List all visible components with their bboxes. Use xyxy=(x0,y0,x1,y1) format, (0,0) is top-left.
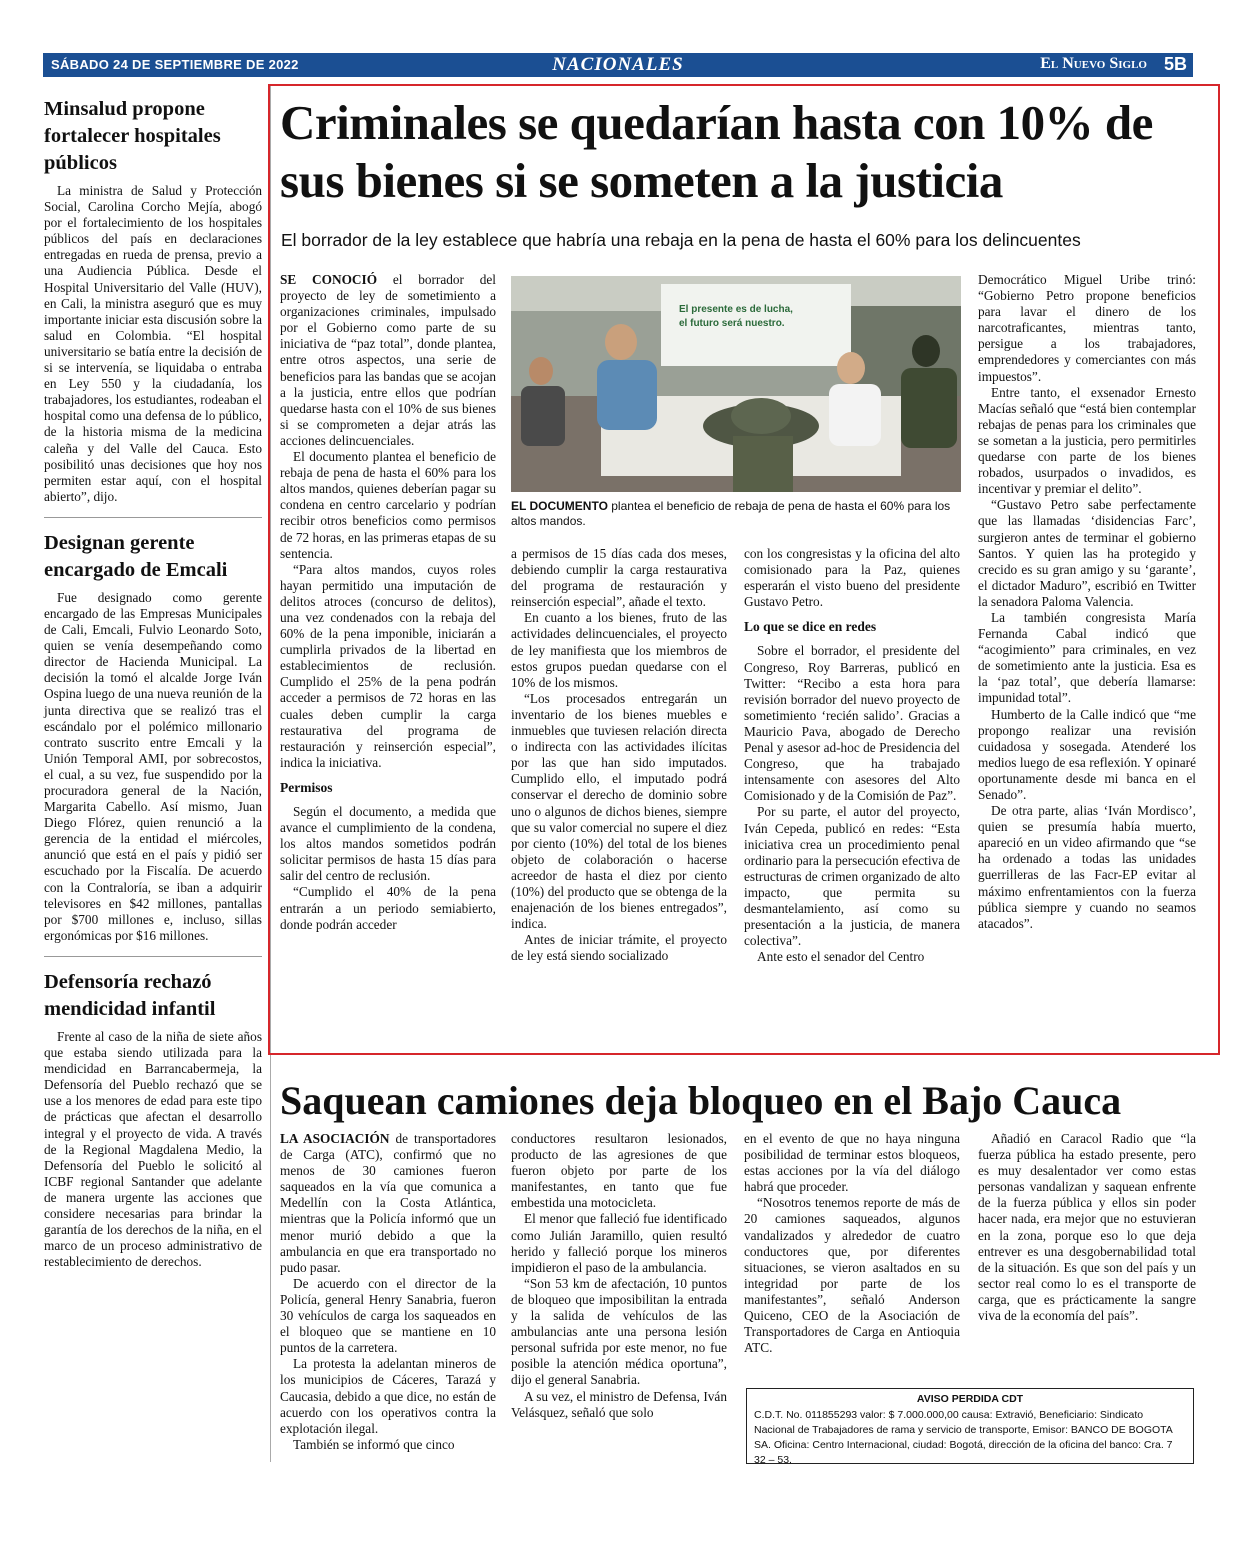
article-paragraph: conductores resultaron lesionados, producto de las agresiones de que fueron objeto por parte de los manifestantes, en tanto que fue embestida una motocicleta. xyxy=(511,1131,727,1211)
article-paragraph: “Los procesados entregarán un inventario de los bienes muebles e inmuebles que tuviesen relación directa o indirecta con las actividades ilícitas por las que han sido imputados. Cumplido ello, el imputado podrá conservar el derecho de dominio sobre uno o algunos de dichos bienes, siempre que su valor comercial no supere el diez por ciento (10%) del total de los bienes objeto de colaboración o hacerse acreedor de hasta el diez por ciento (10%) del producto que se obtenga de la enajenación de los bienes entregados”, indica. xyxy=(511,690,727,932)
newspaper-name: El Nuevo Siglo xyxy=(1040,55,1147,72)
article-paragraph: Por su parte, el autor del proyecto, Iván Cepeda, publicó en redes: “Esta iniciativa crea un procedimiento penal ordinario para la persecución efectiva de estructuras de crimen organizado de alto impacto, que permita su desmantelamiento, así como su presentación a la justicia, de manera colectiva”. xyxy=(744,804,960,949)
article-paragraph: a permisos de 15 días cada dos meses, debiendo cumplir la carga restaurativa del programa de restauración y reinserción especial”, añade el texto. xyxy=(511,546,727,610)
brief-body: La ministra de Salud y Protección Social, Carolina Corcho Mejía, abogó por el fortalecimiento de los hospitales públicos del país en declaraciones entregadas en rueda de prensa, previo a una Audiencia Pública. Desde el Hospital Universitario del Valle (HUV), en Cali, la ministra aseguró que es muy importante iniciar esta discusión sobre la salud en Colombia. “El hospital universitario se batía entre la decisión de si se intervenía, se liquidaba o entraba en Ley 550 y la ciudadanía, los trabajadores, los estudiantes, rodeaban el hospital como una defensa de lo público, de la historia misma de la medicina caleña y del Valle del Cauca. Esto posibilitó unas decisiones que hoy nos permiten estar aquí, con el hospital abierto”, dijo. xyxy=(44,183,262,504)
notice-title: AVISO PERDIDA CDT xyxy=(916,1393,1024,1405)
article-paragraph: el borrador del proyecto de ley de sometimiento a organizaciones criminales, impulsado por el Gobierno como parte de su iniciativa de “paz total”, donde plantea, entre otros aspectos, una serie de beneficios para las bandas que se acojan a la justicia, entre ellos que podrían quedarse hasta con el 10% de sus bienes si se comprometen a dejar atrás las acciones delincuenciales. xyxy=(280,272,496,448)
brief-defensoria xyxy=(44,969,262,1282)
lead-caps: LA ASOCIACIÓN xyxy=(280,1131,390,1146)
page-number: 5B xyxy=(1163,54,1187,74)
article-paragraph: Sobre el borrador, el presidente del Congreso, Roy Barreras, publicó en Twitter: “Recibo a esta hora para revisión borrador del nuevo proyecto de sometimiento ‘recién salido’. Gracias a Mauricio Pava, abogado de Derecho Penal y asesor ad-hoc de Presidencia del Congreso, que ha trabajado intensamente con asesores del Alto Comisionado y de la Comisión de Paz”. xyxy=(744,643,960,804)
caption-lead: EL DOCUMENTO xyxy=(511,499,608,513)
article-paragraph: El documento plantea el beneficio de rebaja de pena de hasta el 60% para los altos mandos, quienes deberían pagar su condena en centro carcelario y podrían recibir otros beneficios como permisos de 72 horas, en las primeras etapas de su sentencia. xyxy=(280,449,497,561)
main-column-4 xyxy=(978,272,1196,932)
article-paragraph: “Cumplido el 40% de la pena entrarán a un periodo semiabierto, donde podrán acceder xyxy=(280,884,496,932)
article-paragraph: Añadió en Caracol Radio que “la fuerza pública ha estado presente, pero es muy desalentador ver como estas personas vandalizan y saquean enfrente de la fuerza pública y ellos sin poder hacer nada, era mejor que no estuvieran en la zona, porque eso lo que deja entrever es una desgobernabilidad total de la situación. Es que son del país y un sector real como lo es el transporte de carga, que es prácticamente la sangre viva de la economía del país”. xyxy=(978,1131,1196,1324)
article-paragraph: Humberto de la Calle indicó que “me propongo realizar una revisión cuidadosa y sosegada. Atenderé los medios luego de esa reflexión. Y opinaré oportunamente desde mi banca en el Senado”. xyxy=(978,706,1196,802)
subhead-redes: Lo que se dice en redes xyxy=(744,619,877,635)
brief-title: Designan gerente encargado de Emcali xyxy=(44,531,228,581)
article-paragraph: “Nosotros tenemos reporte de más de 20 camiones saqueados, algunos vandalizados y alrededor de cuatro conductores que, por diferentes situaciones, se vieron asaltados en su integridad por parte de los manifestantes”, señaló Anderson Quiceno, CEO de la Asociación de Transportadores de Carga en Antioquia ATC. xyxy=(744,1195,960,1356)
caption-text: plantea el beneficio de rebaja de pena de hasta el 60% para los altos mandos. xyxy=(511,499,951,528)
main-column-2 xyxy=(511,546,727,964)
second-headline: Saquean camiones deja bloqueo en el Bajo Cauca xyxy=(280,1078,1122,1123)
main-headline: Criminales se quedarían hasta con 10% de sus bienes si se someten a la justicia xyxy=(280,95,1153,208)
main-column-3 xyxy=(744,546,960,965)
lead-caps: SE CONOCIÓ xyxy=(280,272,378,287)
article-paragraph: La protesta la adelantan mineros de los municipios de Cáceres, Tarazá y Caucasia, debido a que dice, no están de acuerdo con los operativos contra la explotación ilegal. xyxy=(280,1356,496,1436)
article-paragraph: Ante esto el senador del Centro xyxy=(757,949,925,965)
article-paragraph: Antes de iniciar trámite, el proyecto de ley está siendo socializado xyxy=(511,932,727,964)
article-paragraph: También se informó que cinco xyxy=(293,1436,455,1452)
article-paragraph: De acuerdo con el director de la Policía, general Henry Sanabria, fueron 30 vehículos de carga los saqueados en el bloqueo que se mantiene en 10 puntos de la carretera. xyxy=(280,1275,496,1356)
second-column-3 xyxy=(744,1131,960,1356)
issue-date: SÁBADO 24 DE SEPTIEMBRE DE 2022 xyxy=(51,57,299,72)
photo-caption xyxy=(511,499,961,529)
article-paragraph: El menor que falleció fue identificado como Julián Jaramillo, quien resultó herido y falleció porque los mineros impidieron el paso de la ambulancia. xyxy=(511,1211,727,1275)
article-paragraph: “Gustavo Petro sabe perfectamente que las llamadas ‘disidencias Farc’, surgieron antes de terminar el gobierno Santos. Y quien las ha protegido y crecido es su gran amigo y su ‘garante’, el dictador Maduro”, escribió en Twitter la senadora Paloma Valencia. xyxy=(978,497,1196,609)
article-paragraph: La también congresista María Fernanda Cabal indicó que “acogimiento” para criminales, en vez de sometimiento ante la justicia. Esa es la ‘paz total’, que debería llamarse: impunidad total”. xyxy=(978,609,1196,706)
brief-body: Fue designado como gerente encargado de las Empresas Municipales de Cali, Emcali, Fulvio Leonardo Soto, quien se venía desempeñando como director de Hacienda Municipal. La decisión la tomó el alcalde Jorge Iván Ospina luego de una nueva reunión de la junta directiva que se realizó tras el escándalo por el polémico millonario contrato suscrito entre Emcali y la Unión Temporal AMI, por sobrecostos, el cual, a su vez, fue suspendido por la procuradora general de la Nación, Margarita Cabello. Así mismo, Juan Diego Flórez, quien renunció a la gerencia de la entidad el miércoles, anunció que está en el país y pidió ser escuchado por la Fiscalía. De acuerdo con la Contraloría, se iban a adquirir televisores en $42 millones, pantallas por $700 millones e, incluso, sillas ergonómicas por $16 millones. xyxy=(44,589,262,943)
photo-banner-text: El presente es de lucha, el futuro será nuestro. xyxy=(679,304,793,329)
brief-emcali xyxy=(44,530,262,957)
article-paragraph: A su vez, el ministro de Defensa, Iván Velásquez, señaló que solo xyxy=(511,1388,727,1420)
second-column-2 xyxy=(511,1131,727,1421)
article-paragraph: En cuanto a los bienes, fruto de las actividades delincuenciales, el proyecto de ley manifiesta que los miembros de estos grupos puedan quedarse con el 10% de los mismos. xyxy=(511,610,727,690)
section-name: NACIONALES xyxy=(552,54,684,75)
article-paragraph: de transportadores de Carga (ATC), confirmó que no menos de 30 camiones fueron saqueados en la vía que comunica a Medellín con la Costa Atlántica, mientras que la Policía informó que un menor murió debido a que la ambulancia en que era transportado no pudo pasar. xyxy=(280,1131,496,1275)
classified-notice xyxy=(746,1388,1194,1464)
brief-minsalud xyxy=(44,96,262,518)
brief-body: Frente al caso de la niña de siete años que estaba siendo utilizada para la mendicidad en Barrancabermeja, la Defensoría del Pueblo rechazó que se use a los menores de edad para este tipo de prácticas que afectan el desarrollo integral y el proyecto de vida. A través de la Regional Magdalena Medio, la Defensoría del Pueblo le solicitó al ICBF regional Santander que adelante de manera urgente las acciones que considere necesarias para brindar la garantía de los derechos de la niña, en el marco de un proceso administrativo de restablecimiento de derechos. xyxy=(44,1028,262,1270)
article-paragraph: “Para altos mandos, cuyos roles hayan permitido una imputación de delitos atroces (concurso de delitos), una vez condenados con la rebaja del 60% de la pena imponible, iniciarán a cumplirla privados de la libertad en establecimientos de reclusión. Cumplido el 25% de la pena podrán acceder a permisos de 72 horas en las cuales deben cumplir la carga restaurativa del programa de restauración y reinserción especial”, indica la iniciativa. xyxy=(280,561,496,770)
article-paragraph: Según el documento, a medida que avance el cumplimiento de la condena, los altos mandos sometidos podrán solicitar permisos de hasta 15 días para salir del centro de reclusión. xyxy=(280,804,496,884)
article-paragraph: Entre tanto, el exsenador Ernesto Macías señaló que “está bien contemplar rebajas de penas para los criminales que se sometan a la justicia, pero permitirles quedarse con parte de los bienes robados, usurpados o invadidos, es incentivar y premiar el delito”. xyxy=(978,384,1196,497)
article-paragraph: De otra parte, alias ‘Iván Mordisco’, quien se presumía había muerto, apareció en un video afirmando que “se ha ordenado a todas las unidades guerrilleras de las Facr-EP evitar al máximo enfrentamientos con la fuerza pública siempre y cuando no seamos atacados”. xyxy=(978,803,1196,931)
article-photo xyxy=(511,276,961,492)
article-paragraph: en el evento de que no haya ninguna posibilidad de terminar estos bloqueos, estas acciones por la vía del diálogo habrá que proceder. xyxy=(744,1131,960,1195)
article-paragraph: Democrático Miguel Uribe trinó: “Gobierno Petro propone beneficios para lavar el dinero de los narcotraficantes, mientras tanto, persigue a los trabajadores, emprendedores y comerciantes con más impuestos”. xyxy=(978,272,1196,384)
photo-illustration xyxy=(511,276,961,492)
brief-title: Defensoría rechazó mendicidad infantil xyxy=(44,970,216,1020)
subhead-permisos: Permisos xyxy=(280,779,333,795)
second-column-1 xyxy=(280,1131,496,1453)
main-column-1 xyxy=(280,272,496,933)
article-paragraph: con los congresistas y la oficina del alto comisionado para la Paz, quienes esperarán el visto bueno del presidente Gustavo Petro. xyxy=(744,546,960,610)
briefs-column xyxy=(44,96,262,1294)
page-header-bar xyxy=(43,53,1193,77)
notice-body: C.D.T. No. 011855293 valor: $ 7.000.000,00 causa: Extravió, Beneficiario: Sindicato Nacional de Trabajadores de rama y servicio de transporte, Emisor: BANCO DE BOGOTA SA. Oficina: Centro Internacional, ciudad: Bogotá, dirección de la oficina del banco: Cra. 7 32 – 53. xyxy=(754,1409,1173,1466)
main-deck: El borrador de la ley establece que habría una rebaja en la pena de hasta el 60% para los delincuentes xyxy=(281,230,1081,250)
brief-title: Minsalud propone fortalecer hospitales públicos xyxy=(44,98,221,174)
second-column-4 xyxy=(978,1131,1196,1324)
article-paragraph: “Son 53 km de afectación, 10 puntos de bloqueo que imposibilitan la entrada y la salida de vehículos de las ambulancias ante una persona lesión personal sufrida por este menor, no fue posible la atención médica oportuna”, dijo el general Sanabria. xyxy=(511,1275,727,1388)
